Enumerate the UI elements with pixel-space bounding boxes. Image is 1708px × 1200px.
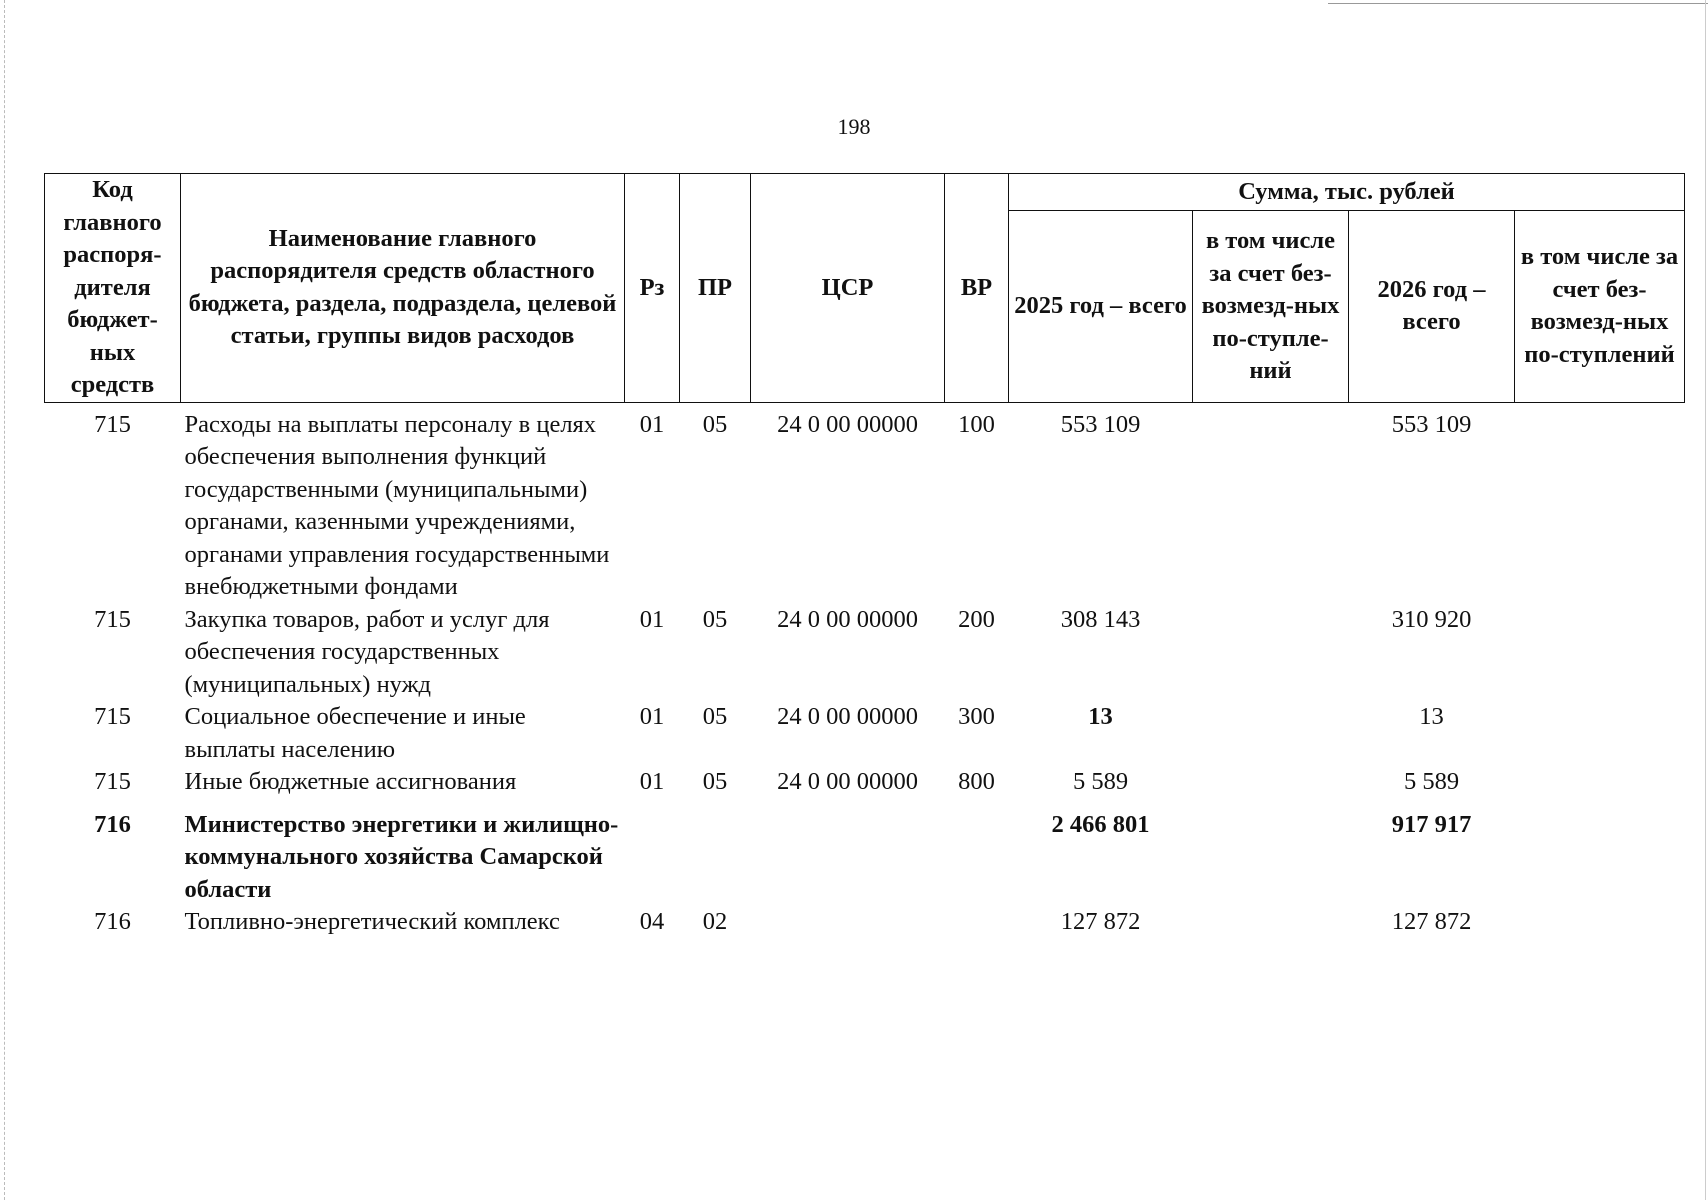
table-row bbox=[45, 799, 1685, 907]
table-row bbox=[45, 766, 1685, 799]
header-name: Наименование главного распорядителя средств областного бюджета, раздела, подраздела, целевой статьи, группы видов расходов bbox=[181, 174, 625, 403]
cell-2025-gratuitous bbox=[1193, 402, 1349, 604]
cell-name: Иные бюджетные ассигнования bbox=[184, 768, 517, 795]
cell-2025-gratuitous bbox=[1193, 701, 1349, 766]
table-row bbox=[45, 906, 1685, 939]
cell-csr: 24 0 00 00000 bbox=[777, 605, 918, 633]
header-rz: Рз bbox=[625, 174, 680, 403]
cell-2025-total: 5 589 bbox=[1072, 768, 1129, 795]
cell-2026-total: 310 920 bbox=[1391, 605, 1472, 633]
header-pr: ПР bbox=[680, 174, 751, 403]
cell-csr: 24 0 00 00000 bbox=[777, 410, 918, 438]
cell-vr bbox=[945, 906, 1009, 939]
cell-vr bbox=[945, 799, 1009, 907]
scan-edge-left bbox=[4, 0, 6, 1200]
cell-2025-total: 553 109 bbox=[1060, 410, 1141, 438]
cell-2026-total: 917 917 bbox=[1391, 810, 1472, 838]
table-row bbox=[45, 604, 1685, 702]
cell-2025-gratuitous bbox=[1193, 906, 1349, 939]
cell-csr bbox=[751, 799, 945, 907]
cell-2025-total: 308 143 bbox=[1060, 605, 1141, 633]
cell-vr: 100 bbox=[958, 410, 995, 438]
cell-name: Расходы на выплаты персоналу в целях обеспечения выполнения функций государственными (муниципальными) органами, казенными учреждениями, органами управления государственными внебюджетными фондами bbox=[184, 410, 610, 600]
cell-2026-gratuitous bbox=[1515, 402, 1685, 604]
header-vr: ВР bbox=[945, 174, 1009, 403]
header-sum-group: Сумма, тыс. рублей bbox=[1009, 174, 1685, 211]
cell-name: Министерство энергетики и жилищно-коммунального хозяйства Самарской области bbox=[184, 810, 619, 903]
scan-edge-right bbox=[1705, 0, 1706, 1200]
cell-2026-total: 127 872 bbox=[1391, 908, 1472, 935]
header-2025-total: 2025 год – всего bbox=[1009, 211, 1193, 403]
cell-vr: 200 bbox=[958, 605, 995, 633]
table-body bbox=[45, 402, 1685, 939]
cell-csr: 24 0 00 00000 bbox=[777, 768, 918, 795]
cell-pr: 02 bbox=[702, 908, 728, 935]
cell-pr: 05 bbox=[702, 768, 728, 795]
header-2025-gratuitous: в том числе за счет без-возмезд-ных по-ступле-ний bbox=[1193, 211, 1349, 403]
cell-2026-gratuitous bbox=[1515, 906, 1685, 939]
cell-2026-total: 5 589 bbox=[1403, 768, 1460, 795]
cell-2026-total: 13 bbox=[1419, 703, 1444, 730]
cell-rz: 01 bbox=[639, 410, 665, 438]
cell-name: Закупка товаров, работ и услуг для обеспечения государственных (муниципальных) нужд bbox=[184, 605, 550, 698]
cell-2025-gratuitous bbox=[1193, 604, 1349, 702]
cell-code: 715 bbox=[94, 703, 131, 730]
cell-2026-gratuitous bbox=[1515, 766, 1685, 799]
cell-rz: 04 bbox=[639, 908, 665, 935]
cell-2026-gratuitous bbox=[1515, 799, 1685, 907]
header-2026-total: 2026 год – всего bbox=[1349, 211, 1515, 403]
cell-2025-total: 13 bbox=[1088, 703, 1113, 730]
table-row bbox=[45, 701, 1685, 766]
table-header bbox=[45, 174, 1685, 403]
cell-vr: 300 bbox=[958, 703, 995, 730]
cell-2025-total: 127 872 bbox=[1060, 908, 1141, 935]
cell-code: 715 bbox=[94, 605, 131, 633]
table-row bbox=[45, 402, 1685, 604]
cell-pr: 05 bbox=[702, 605, 728, 633]
cell-rz bbox=[625, 799, 680, 907]
cell-rz: 01 bbox=[639, 605, 665, 633]
cell-pr: 05 bbox=[702, 410, 728, 438]
cell-2025-total: 2 466 801 bbox=[1051, 810, 1150, 838]
budget-table bbox=[44, 173, 1685, 939]
cell-pr: 05 bbox=[702, 703, 728, 730]
cell-code: 716 bbox=[94, 908, 131, 935]
cell-rz: 01 bbox=[639, 703, 665, 730]
cell-2025-gratuitous bbox=[1193, 799, 1349, 907]
header-csr: ЦСР bbox=[751, 174, 945, 403]
cell-rz: 01 bbox=[639, 768, 665, 795]
cell-2025-gratuitous bbox=[1193, 766, 1349, 799]
cell-2026-total: 553 109 bbox=[1391, 410, 1472, 438]
cell-code: 715 bbox=[94, 410, 131, 438]
scan-edge-top bbox=[1328, 3, 1708, 4]
cell-pr bbox=[680, 799, 751, 907]
cell-csr: 24 0 00 00000 bbox=[777, 703, 918, 730]
cell-code: 715 bbox=[94, 768, 131, 795]
cell-name: Топливно-энергетический комплекс bbox=[184, 908, 560, 935]
cell-2026-gratuitous bbox=[1515, 604, 1685, 702]
cell-vr: 800 bbox=[958, 768, 995, 795]
cell-name: Социальное обеспечение и иные выплаты населению bbox=[184, 703, 526, 763]
header-2026-gratuitous: в том числе за счет без-возмезд-ных по-ступлений bbox=[1515, 211, 1685, 403]
cell-2026-gratuitous bbox=[1515, 701, 1685, 766]
header-code: Код главного распоря-дителя бюджет-ных средств bbox=[45, 174, 181, 403]
cell-code: 716 bbox=[94, 810, 131, 838]
page-number: 198 bbox=[837, 114, 871, 139]
cell-csr bbox=[751, 906, 945, 939]
